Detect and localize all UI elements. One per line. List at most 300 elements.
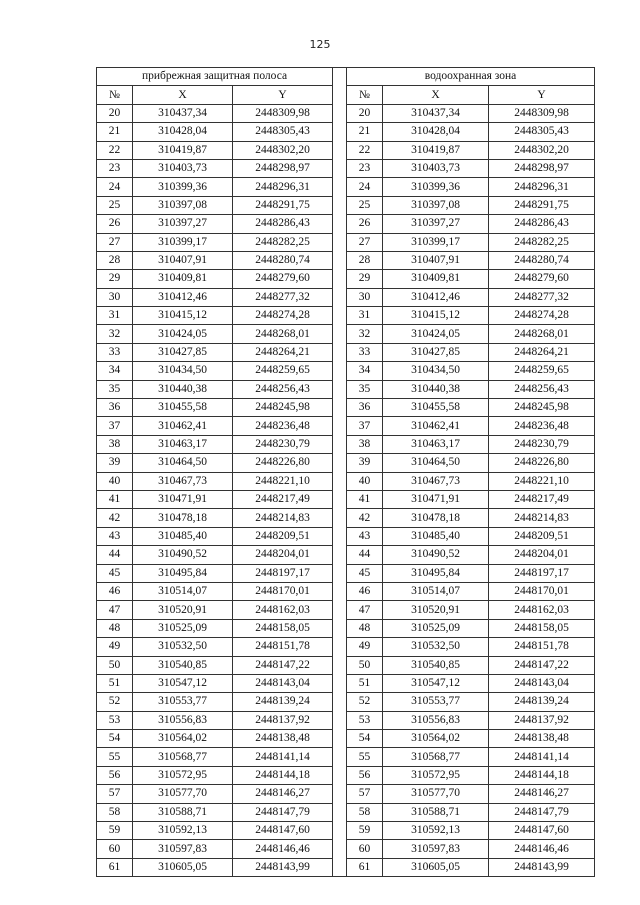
right-x-coordinate-cell: 310403,73 bbox=[383, 159, 489, 177]
right-y-coordinate-cell: 2448143,99 bbox=[489, 858, 595, 876]
left-y-coordinate-cell: 2448279,60 bbox=[233, 270, 333, 288]
right-y-coordinate-cell: 2448279,60 bbox=[489, 270, 595, 288]
left-y-coordinate-cell: 2448280,74 bbox=[233, 251, 333, 269]
table-row bbox=[97, 601, 595, 619]
left-y-coordinate-cell: 2448146,27 bbox=[233, 785, 333, 803]
table-title-row bbox=[97, 68, 595, 86]
right-x-coordinate-cell: 310525,09 bbox=[383, 619, 489, 637]
right-point-number-cell: 30 bbox=[347, 288, 383, 306]
table-gap bbox=[333, 601, 347, 619]
left-point-number-cell: 57 bbox=[97, 785, 133, 803]
table-row bbox=[97, 380, 595, 398]
right-x-coordinate-cell: 310415,12 bbox=[383, 307, 489, 325]
right-point-number-cell: 45 bbox=[347, 564, 383, 582]
right-y-coordinate-cell: 2448170,01 bbox=[489, 582, 595, 600]
left-y-coordinate-cell: 2448214,83 bbox=[233, 509, 333, 527]
right-y-coordinate-cell: 2448264,21 bbox=[489, 343, 595, 361]
left-x-coordinate-cell: 310462,41 bbox=[133, 417, 233, 435]
right-x-coordinate-cell: 310556,83 bbox=[383, 711, 489, 729]
left-point-number-cell: 44 bbox=[97, 546, 133, 564]
table-gap bbox=[333, 711, 347, 729]
left-x-coordinate-cell: 310525,09 bbox=[133, 619, 233, 637]
right-point-number-cell: 60 bbox=[347, 840, 383, 858]
right-point-number-cell: 34 bbox=[347, 362, 383, 380]
table-gap bbox=[333, 123, 347, 141]
right-point-number-cell: 56 bbox=[347, 766, 383, 784]
table-row bbox=[97, 527, 595, 545]
left-x-coordinate-cell: 310597,83 bbox=[133, 840, 233, 858]
right-header-number: № bbox=[347, 86, 383, 104]
left-point-number-cell: 60 bbox=[97, 840, 133, 858]
left-x-coordinate-cell: 310419,87 bbox=[133, 141, 233, 159]
right-point-number-cell: 25 bbox=[347, 196, 383, 214]
left-point-number-cell: 33 bbox=[97, 343, 133, 361]
left-y-coordinate-cell: 2448302,20 bbox=[233, 141, 333, 159]
table-gap bbox=[333, 785, 347, 803]
table-gap bbox=[333, 822, 347, 840]
left-y-coordinate-cell: 2448309,98 bbox=[233, 104, 333, 122]
table-row bbox=[97, 858, 595, 876]
right-y-coordinate-cell: 2448138,48 bbox=[489, 730, 595, 748]
table-gap bbox=[333, 288, 347, 306]
left-x-coordinate-cell: 310568,77 bbox=[133, 748, 233, 766]
right-x-coordinate-cell: 310464,50 bbox=[383, 454, 489, 472]
right-point-number-cell: 37 bbox=[347, 417, 383, 435]
table-gap bbox=[333, 638, 347, 656]
right-point-number-cell: 33 bbox=[347, 343, 383, 361]
table-gap bbox=[333, 251, 347, 269]
table-gap bbox=[333, 546, 347, 564]
left-point-number-cell: 37 bbox=[97, 417, 133, 435]
table-gap bbox=[333, 693, 347, 711]
coordinates-table bbox=[96, 67, 595, 877]
page-number: 125 bbox=[309, 38, 331, 51]
table-gap bbox=[333, 509, 347, 527]
right-y-coordinate-cell: 2448146,27 bbox=[489, 785, 595, 803]
right-x-coordinate-cell: 310540,85 bbox=[383, 656, 489, 674]
right-x-coordinate-cell: 310520,91 bbox=[383, 601, 489, 619]
right-y-coordinate-cell: 2448296,31 bbox=[489, 178, 595, 196]
table-row bbox=[97, 564, 595, 582]
right-y-coordinate-cell: 2448268,01 bbox=[489, 325, 595, 343]
right-point-number-cell: 38 bbox=[347, 435, 383, 453]
left-y-coordinate-cell: 2448230,79 bbox=[233, 435, 333, 453]
right-y-coordinate-cell: 2448204,01 bbox=[489, 546, 595, 564]
table-gap bbox=[333, 178, 347, 196]
table-row bbox=[97, 803, 595, 821]
table-gap bbox=[333, 343, 347, 361]
table-row bbox=[97, 288, 595, 306]
right-x-coordinate-cell: 310592,13 bbox=[383, 822, 489, 840]
right-y-coordinate-cell: 2448282,25 bbox=[489, 233, 595, 251]
table-gap bbox=[333, 490, 347, 508]
left-x-coordinate-cell: 310409,81 bbox=[133, 270, 233, 288]
left-point-number-cell: 23 bbox=[97, 159, 133, 177]
right-point-number-cell: 58 bbox=[347, 803, 383, 821]
table-row bbox=[97, 674, 595, 692]
left-x-coordinate-cell: 310564,02 bbox=[133, 730, 233, 748]
left-y-coordinate-cell: 2448226,80 bbox=[233, 454, 333, 472]
left-point-number-cell: 59 bbox=[97, 822, 133, 840]
right-y-coordinate-cell: 2448291,75 bbox=[489, 196, 595, 214]
right-y-coordinate-cell: 2448259,65 bbox=[489, 362, 595, 380]
left-point-number-cell: 47 bbox=[97, 601, 133, 619]
right-x-coordinate-cell: 310553,77 bbox=[383, 693, 489, 711]
table-row bbox=[97, 417, 595, 435]
right-x-coordinate-cell: 310428,04 bbox=[383, 123, 489, 141]
left-point-number-cell: 24 bbox=[97, 178, 133, 196]
table-row bbox=[97, 490, 595, 508]
left-table-title: прибрежная защитная полоса bbox=[97, 68, 333, 86]
left-y-coordinate-cell: 2448259,65 bbox=[233, 362, 333, 380]
table-gap bbox=[333, 270, 347, 288]
left-point-number-cell: 36 bbox=[97, 399, 133, 417]
right-y-coordinate-cell: 2448137,92 bbox=[489, 711, 595, 729]
right-x-coordinate-cell: 310532,50 bbox=[383, 638, 489, 656]
left-x-coordinate-cell: 310478,18 bbox=[133, 509, 233, 527]
table-row bbox=[97, 343, 595, 361]
left-y-coordinate-cell: 2448274,28 bbox=[233, 307, 333, 325]
left-y-coordinate-cell: 2448138,48 bbox=[233, 730, 333, 748]
right-x-coordinate-cell: 310397,08 bbox=[383, 196, 489, 214]
right-header-y: Y bbox=[489, 86, 595, 104]
left-x-coordinate-cell: 310490,52 bbox=[133, 546, 233, 564]
table-gap bbox=[333, 380, 347, 398]
table-row bbox=[97, 509, 595, 527]
table-row bbox=[97, 196, 595, 214]
table-row bbox=[97, 840, 595, 858]
left-x-coordinate-cell: 310467,73 bbox=[133, 472, 233, 490]
table-gap bbox=[333, 417, 347, 435]
left-x-coordinate-cell: 310455,58 bbox=[133, 399, 233, 417]
left-point-number-cell: 49 bbox=[97, 638, 133, 656]
left-y-coordinate-cell: 2448147,79 bbox=[233, 803, 333, 821]
left-x-coordinate-cell: 310415,12 bbox=[133, 307, 233, 325]
right-y-coordinate-cell: 2448277,32 bbox=[489, 288, 595, 306]
right-y-coordinate-cell: 2448147,79 bbox=[489, 803, 595, 821]
table-gap bbox=[333, 803, 347, 821]
right-point-number-cell: 24 bbox=[347, 178, 383, 196]
left-x-coordinate-cell: 310588,71 bbox=[133, 803, 233, 821]
left-x-coordinate-cell: 310412,46 bbox=[133, 288, 233, 306]
right-x-coordinate-cell: 310419,87 bbox=[383, 141, 489, 159]
left-point-number-cell: 20 bbox=[97, 104, 133, 122]
table-gap bbox=[333, 307, 347, 325]
left-x-coordinate-cell: 310540,85 bbox=[133, 656, 233, 674]
right-point-number-cell: 41 bbox=[347, 490, 383, 508]
right-point-number-cell: 29 bbox=[347, 270, 383, 288]
table-row bbox=[97, 656, 595, 674]
table-gap bbox=[333, 840, 347, 858]
right-point-number-cell: 48 bbox=[347, 619, 383, 637]
right-x-coordinate-cell: 310568,77 bbox=[383, 748, 489, 766]
left-x-coordinate-cell: 310556,83 bbox=[133, 711, 233, 729]
right-x-coordinate-cell: 310462,41 bbox=[383, 417, 489, 435]
right-y-coordinate-cell: 2448256,43 bbox=[489, 380, 595, 398]
table-row bbox=[97, 325, 595, 343]
right-x-coordinate-cell: 310409,81 bbox=[383, 270, 489, 288]
right-y-coordinate-cell: 2448236,48 bbox=[489, 417, 595, 435]
right-point-number-cell: 49 bbox=[347, 638, 383, 656]
left-y-coordinate-cell: 2448170,01 bbox=[233, 582, 333, 600]
left-y-coordinate-cell: 2448147,60 bbox=[233, 822, 333, 840]
table-row bbox=[97, 123, 595, 141]
left-point-number-cell: 39 bbox=[97, 454, 133, 472]
left-x-coordinate-cell: 310463,17 bbox=[133, 435, 233, 453]
left-point-number-cell: 45 bbox=[97, 564, 133, 582]
right-point-number-cell: 35 bbox=[347, 380, 383, 398]
left-y-coordinate-cell: 2448217,49 bbox=[233, 490, 333, 508]
left-y-coordinate-cell: 2448151,78 bbox=[233, 638, 333, 656]
left-y-coordinate-cell: 2448144,18 bbox=[233, 766, 333, 784]
left-x-coordinate-cell: 310399,36 bbox=[133, 178, 233, 196]
right-x-coordinate-cell: 310597,83 bbox=[383, 840, 489, 858]
right-x-coordinate-cell: 310485,40 bbox=[383, 527, 489, 545]
right-y-coordinate-cell: 2448141,14 bbox=[489, 748, 595, 766]
left-point-number-cell: 30 bbox=[97, 288, 133, 306]
table-row bbox=[97, 582, 595, 600]
right-y-coordinate-cell: 2448217,49 bbox=[489, 490, 595, 508]
right-y-coordinate-cell: 2448144,18 bbox=[489, 766, 595, 784]
right-x-coordinate-cell: 310490,52 bbox=[383, 546, 489, 564]
left-point-number-cell: 61 bbox=[97, 858, 133, 876]
left-point-number-cell: 42 bbox=[97, 509, 133, 527]
right-y-coordinate-cell: 2448280,74 bbox=[489, 251, 595, 269]
left-y-coordinate-cell: 2448264,21 bbox=[233, 343, 333, 361]
left-point-number-cell: 22 bbox=[97, 141, 133, 159]
table-gap bbox=[333, 730, 347, 748]
table-row bbox=[97, 748, 595, 766]
left-point-number-cell: 21 bbox=[97, 123, 133, 141]
table-row bbox=[97, 141, 595, 159]
left-point-number-cell: 58 bbox=[97, 803, 133, 821]
left-x-coordinate-cell: 310532,50 bbox=[133, 638, 233, 656]
table-gap bbox=[333, 196, 347, 214]
table-gap bbox=[333, 215, 347, 233]
right-point-number-cell: 23 bbox=[347, 159, 383, 177]
left-point-number-cell: 29 bbox=[97, 270, 133, 288]
left-x-coordinate-cell: 310397,27 bbox=[133, 215, 233, 233]
left-x-coordinate-cell: 310514,07 bbox=[133, 582, 233, 600]
left-point-number-cell: 56 bbox=[97, 766, 133, 784]
right-point-number-cell: 20 bbox=[347, 104, 383, 122]
left-point-number-cell: 48 bbox=[97, 619, 133, 637]
table-gap bbox=[333, 86, 347, 104]
right-y-coordinate-cell: 2448221,10 bbox=[489, 472, 595, 490]
left-y-coordinate-cell: 2448268,01 bbox=[233, 325, 333, 343]
table-gap bbox=[333, 527, 347, 545]
table-gap bbox=[333, 674, 347, 692]
left-header-y: Y bbox=[233, 86, 333, 104]
right-point-number-cell: 46 bbox=[347, 582, 383, 600]
right-x-coordinate-cell: 310577,70 bbox=[383, 785, 489, 803]
right-y-coordinate-cell: 2448226,80 bbox=[489, 454, 595, 472]
right-x-coordinate-cell: 310478,18 bbox=[383, 509, 489, 527]
right-x-coordinate-cell: 310463,17 bbox=[383, 435, 489, 453]
right-point-number-cell: 31 bbox=[347, 307, 383, 325]
right-y-coordinate-cell: 2448147,60 bbox=[489, 822, 595, 840]
table-gap bbox=[333, 141, 347, 159]
table-row bbox=[97, 730, 595, 748]
left-x-coordinate-cell: 310471,91 bbox=[133, 490, 233, 508]
right-x-coordinate-cell: 310514,07 bbox=[383, 582, 489, 600]
table-row bbox=[97, 693, 595, 711]
left-y-coordinate-cell: 2448197,17 bbox=[233, 564, 333, 582]
table-row bbox=[97, 546, 595, 564]
left-point-number-cell: 27 bbox=[97, 233, 133, 251]
right-y-coordinate-cell: 2448286,43 bbox=[489, 215, 595, 233]
right-x-coordinate-cell: 310397,27 bbox=[383, 215, 489, 233]
left-y-coordinate-cell: 2448141,14 bbox=[233, 748, 333, 766]
table-row bbox=[97, 362, 595, 380]
table-row bbox=[97, 785, 595, 803]
left-x-coordinate-cell: 310485,40 bbox=[133, 527, 233, 545]
right-x-coordinate-cell: 310424,05 bbox=[383, 325, 489, 343]
table-row bbox=[97, 178, 595, 196]
table-row bbox=[97, 619, 595, 637]
right-x-coordinate-cell: 310412,46 bbox=[383, 288, 489, 306]
left-y-coordinate-cell: 2448146,46 bbox=[233, 840, 333, 858]
right-x-coordinate-cell: 310437,34 bbox=[383, 104, 489, 122]
left-x-coordinate-cell: 310572,95 bbox=[133, 766, 233, 784]
left-header-number: № bbox=[97, 86, 133, 104]
right-point-number-cell: 39 bbox=[347, 454, 383, 472]
right-x-coordinate-cell: 310399,17 bbox=[383, 233, 489, 251]
right-x-coordinate-cell: 310495,84 bbox=[383, 564, 489, 582]
right-y-coordinate-cell: 2448147,22 bbox=[489, 656, 595, 674]
right-y-coordinate-cell: 2448274,28 bbox=[489, 307, 595, 325]
left-y-coordinate-cell: 2448298,97 bbox=[233, 159, 333, 177]
right-x-coordinate-cell: 310547,12 bbox=[383, 674, 489, 692]
left-point-number-cell: 50 bbox=[97, 656, 133, 674]
left-x-coordinate-cell: 310437,34 bbox=[133, 104, 233, 122]
table-gap bbox=[333, 159, 347, 177]
right-point-number-cell: 27 bbox=[347, 233, 383, 251]
table-row bbox=[97, 307, 595, 325]
right-point-number-cell: 44 bbox=[347, 546, 383, 564]
right-point-number-cell: 47 bbox=[347, 601, 383, 619]
table-row bbox=[97, 159, 595, 177]
right-point-number-cell: 36 bbox=[347, 399, 383, 417]
right-y-coordinate-cell: 2448214,83 bbox=[489, 509, 595, 527]
table-gap bbox=[333, 68, 347, 86]
left-x-coordinate-cell: 310547,12 bbox=[133, 674, 233, 692]
table-gap bbox=[333, 564, 347, 582]
table-gap bbox=[333, 748, 347, 766]
right-y-coordinate-cell: 2448151,78 bbox=[489, 638, 595, 656]
right-y-coordinate-cell: 2448209,51 bbox=[489, 527, 595, 545]
left-x-coordinate-cell: 310495,84 bbox=[133, 564, 233, 582]
left-x-coordinate-cell: 310397,08 bbox=[133, 196, 233, 214]
table-gap bbox=[333, 325, 347, 343]
right-y-coordinate-cell: 2448143,04 bbox=[489, 674, 595, 692]
right-header-x: X bbox=[383, 86, 489, 104]
left-point-number-cell: 55 bbox=[97, 748, 133, 766]
left-point-number-cell: 38 bbox=[97, 435, 133, 453]
table-row bbox=[97, 399, 595, 417]
table-gap bbox=[333, 619, 347, 637]
right-point-number-cell: 32 bbox=[347, 325, 383, 343]
right-x-coordinate-cell: 310440,38 bbox=[383, 380, 489, 398]
right-x-coordinate-cell: 310434,50 bbox=[383, 362, 489, 380]
left-x-coordinate-cell: 310424,05 bbox=[133, 325, 233, 343]
left-point-number-cell: 32 bbox=[97, 325, 133, 343]
left-y-coordinate-cell: 2448256,43 bbox=[233, 380, 333, 398]
left-x-coordinate-cell: 310428,04 bbox=[133, 123, 233, 141]
left-y-coordinate-cell: 2448282,25 bbox=[233, 233, 333, 251]
left-y-coordinate-cell: 2448236,48 bbox=[233, 417, 333, 435]
right-x-coordinate-cell: 310407,91 bbox=[383, 251, 489, 269]
right-y-coordinate-cell: 2448245,98 bbox=[489, 399, 595, 417]
right-x-coordinate-cell: 310455,58 bbox=[383, 399, 489, 417]
right-y-coordinate-cell: 2448309,98 bbox=[489, 104, 595, 122]
right-point-number-cell: 43 bbox=[347, 527, 383, 545]
right-x-coordinate-cell: 310427,85 bbox=[383, 343, 489, 361]
left-y-coordinate-cell: 2448147,22 bbox=[233, 656, 333, 674]
right-y-coordinate-cell: 2448146,46 bbox=[489, 840, 595, 858]
table-gap bbox=[333, 766, 347, 784]
right-point-number-cell: 28 bbox=[347, 251, 383, 269]
left-x-coordinate-cell: 310553,77 bbox=[133, 693, 233, 711]
table-row bbox=[97, 104, 595, 122]
left-point-number-cell: 53 bbox=[97, 711, 133, 729]
left-x-coordinate-cell: 310399,17 bbox=[133, 233, 233, 251]
left-y-coordinate-cell: 2448204,01 bbox=[233, 546, 333, 564]
right-y-coordinate-cell: 2448197,17 bbox=[489, 564, 595, 582]
left-x-coordinate-cell: 310403,73 bbox=[133, 159, 233, 177]
right-point-number-cell: 22 bbox=[347, 141, 383, 159]
right-x-coordinate-cell: 310588,71 bbox=[383, 803, 489, 821]
table-row bbox=[97, 766, 595, 784]
left-y-coordinate-cell: 2448286,43 bbox=[233, 215, 333, 233]
left-x-coordinate-cell: 310520,91 bbox=[133, 601, 233, 619]
right-point-number-cell: 61 bbox=[347, 858, 383, 876]
left-point-number-cell: 26 bbox=[97, 215, 133, 233]
left-point-number-cell: 28 bbox=[97, 251, 133, 269]
table-gap bbox=[333, 435, 347, 453]
left-y-coordinate-cell: 2448291,75 bbox=[233, 196, 333, 214]
table-row bbox=[97, 270, 595, 288]
table-row bbox=[97, 215, 595, 233]
table-gap bbox=[333, 858, 347, 876]
left-y-coordinate-cell: 2448139,24 bbox=[233, 693, 333, 711]
right-point-number-cell: 21 bbox=[347, 123, 383, 141]
table-row bbox=[97, 435, 595, 453]
table-row bbox=[97, 233, 595, 251]
table-gap bbox=[333, 233, 347, 251]
left-point-number-cell: 54 bbox=[97, 730, 133, 748]
table-gap bbox=[333, 399, 347, 417]
table-body bbox=[97, 104, 595, 876]
left-x-coordinate-cell: 310605,05 bbox=[133, 858, 233, 876]
left-point-number-cell: 46 bbox=[97, 582, 133, 600]
right-x-coordinate-cell: 310564,02 bbox=[383, 730, 489, 748]
table-row bbox=[97, 472, 595, 490]
table-gap bbox=[333, 656, 347, 674]
left-x-coordinate-cell: 310440,38 bbox=[133, 380, 233, 398]
right-point-number-cell: 51 bbox=[347, 674, 383, 692]
table-gap bbox=[333, 104, 347, 122]
left-point-number-cell: 43 bbox=[97, 527, 133, 545]
left-point-number-cell: 52 bbox=[97, 693, 133, 711]
right-y-coordinate-cell: 2448230,79 bbox=[489, 435, 595, 453]
right-x-coordinate-cell: 310605,05 bbox=[383, 858, 489, 876]
right-point-number-cell: 57 bbox=[347, 785, 383, 803]
left-y-coordinate-cell: 2448245,98 bbox=[233, 399, 333, 417]
left-point-number-cell: 34 bbox=[97, 362, 133, 380]
right-y-coordinate-cell: 2448162,03 bbox=[489, 601, 595, 619]
right-point-number-cell: 59 bbox=[347, 822, 383, 840]
